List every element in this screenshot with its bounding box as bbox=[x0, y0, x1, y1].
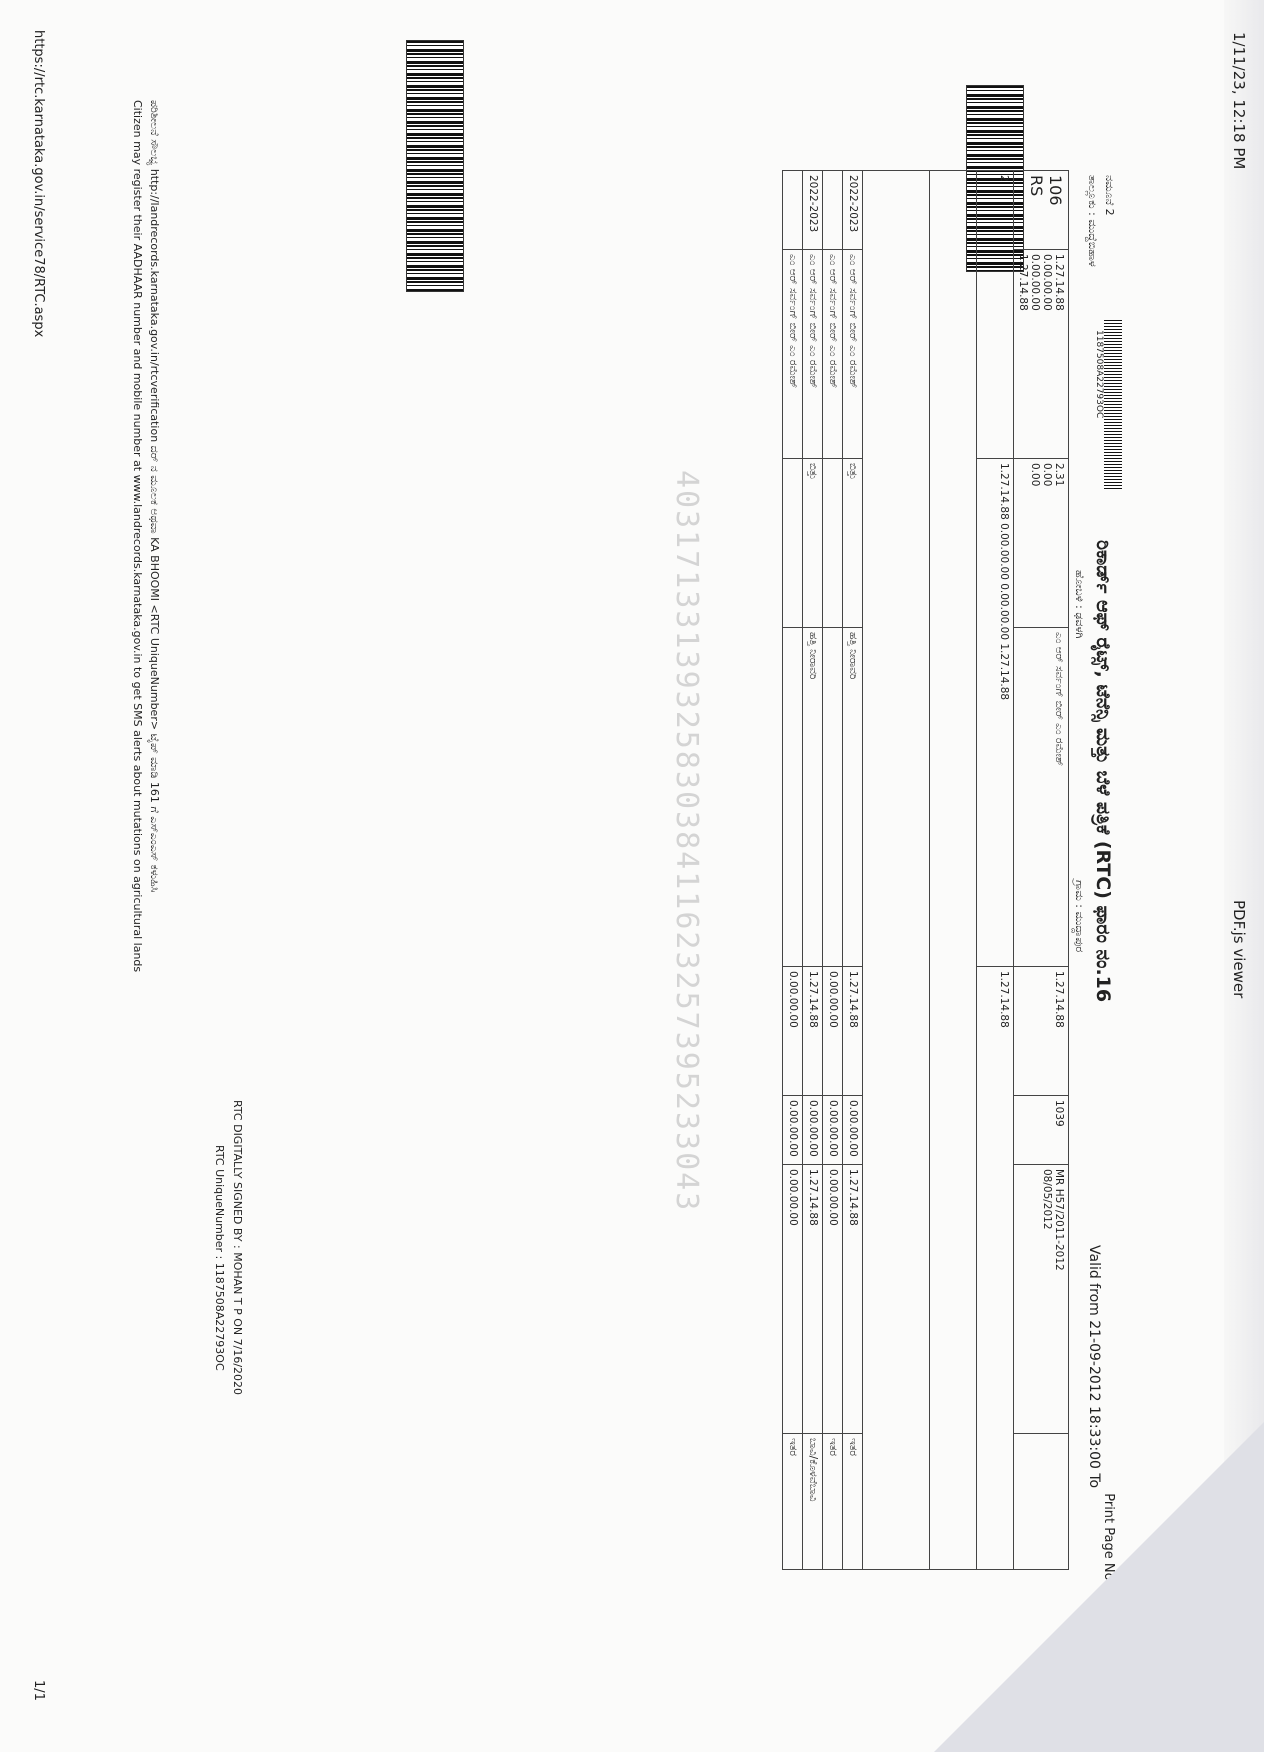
rtc-table bbox=[782, 170, 1069, 1570]
page-count: 1/1 bbox=[31, 1680, 46, 1701]
digital-signature: RTC DIGITALLY SIGNED BY : MOHAN T P ON 7/16/2020 bbox=[231, 1100, 244, 1396]
crop-year bbox=[823, 171, 843, 250]
crop-type: ಹತ್ತಿ ನೀರಾವರಿ bbox=[843, 628, 863, 967]
owner-name: ಎಂ ಆರ್ ಸರ್ವಂಗ್ ಬೀರ್ ಎಂ ರಮೇಶ್ bbox=[1053, 632, 1065, 767]
crop-row bbox=[843, 171, 863, 1570]
mutation-date: 08/05/2012 bbox=[1041, 1169, 1053, 1230]
crop-row bbox=[823, 171, 843, 1570]
assessment-b: 0.00 bbox=[1041, 463, 1053, 487]
khata-cell bbox=[1014, 1096, 1069, 1165]
crop-v13: ಇತರ bbox=[823, 1434, 843, 1570]
crop-name bbox=[783, 459, 803, 628]
crop-name bbox=[823, 459, 843, 628]
hobli: ಹೋಬಳಿ : ಢವಳಗಿ bbox=[1073, 570, 1086, 639]
crop-type: ಹತ್ತಿ ನೀರಾವರಿ bbox=[803, 628, 823, 967]
crop-v10: 0.00.00.00 bbox=[783, 967, 803, 1096]
crop-type bbox=[823, 628, 843, 967]
owner-extent-cell bbox=[1014, 967, 1069, 1096]
watermark-number: 4031713313932583038411623257395233043 bbox=[669, 470, 704, 1213]
form-number: ನಮೂನೆ 2 bbox=[1103, 175, 1116, 216]
crop-v11: 0.00.00.00 bbox=[783, 1096, 803, 1165]
rtc-title: ರಿಕಾರ್ಡ್ ಆಫ್ ರೈಟ್ಸ್, ಟೆನೆನ್ಸಿ ಮತ್ತು ಬೆಳೆ ಪತ್ರಿಕೆ (RTC) ಫಾರಂ ನಂ.16 bbox=[1092, 540, 1114, 1003]
crop-v13: ಇತರ bbox=[783, 1434, 803, 1570]
crop-v11: 0.00.00.00 bbox=[803, 1096, 823, 1165]
col8-value: 1.27.14.88 bbox=[998, 971, 1010, 1028]
unique-number: RTC UniqueNumber : 1187508A22793OC bbox=[213, 1145, 226, 1371]
hissa-cell bbox=[977, 171, 1014, 459]
owner-extent: 1.27.14.88 bbox=[1053, 971, 1065, 1028]
crop-v12: 1.27.14.88 bbox=[803, 1165, 823, 1434]
blank-row bbox=[930, 171, 977, 1570]
taluk: ತಾಲ್ಲೂಕು : ಮುದ್ದೆಬಿಹಾಳ bbox=[1086, 175, 1099, 267]
crop-row bbox=[803, 171, 823, 1570]
crop-v11: 0.00.00.00 bbox=[843, 1096, 863, 1165]
crop-year bbox=[783, 171, 803, 250]
extent-cell bbox=[1014, 250, 1069, 459]
small-barcode-number: 1187508A22793OC bbox=[1094, 330, 1104, 419]
crop-owner: ಎಂ ಆರ್ ಸರ್ವಂಗ್ ಬೀರ್ ಎಂ ರಮೇಶ್ bbox=[803, 250, 823, 459]
crop-owner: ಎಂ ಆರ್ ಸರ್ವಂಗ್ ಬೀರ್ ಎಂ ರಮೇಶ್ bbox=[823, 250, 843, 459]
crop-v13: ಬಾವಿ/ಕೊಳವೆಬಾವಿ bbox=[803, 1434, 823, 1570]
survey-number: 106 bbox=[1046, 175, 1065, 206]
valid-from: Valid from 21-09-2012 18:33:00 To bbox=[1086, 1245, 1102, 1489]
blank-row-2 bbox=[863, 171, 930, 1570]
crop-v10: 1.27.14.88 bbox=[803, 967, 823, 1096]
crop-year: 2022-2023 bbox=[803, 171, 823, 250]
water-cell bbox=[977, 459, 1014, 967]
extent-total: 1.27.14.88 bbox=[1053, 254, 1065, 311]
crop-owner: ಎಂ ಆರ್ ಸರ್ವಂಗ್ ಬೀರ್ ಎಂ ರಮೇಶ್ bbox=[843, 250, 863, 459]
hissa: 2 bbox=[998, 175, 1010, 182]
extent-b: 0.00.00.00 bbox=[1029, 254, 1041, 311]
owner-cell bbox=[1014, 628, 1069, 967]
crop-row bbox=[783, 171, 803, 1570]
page-curl bbox=[934, 1422, 1264, 1752]
viewer-title: PDF.js viewer bbox=[1230, 900, 1248, 999]
water-values: 1.27.14.88 0.00.00.00 0.00.00.00 1.27.14.88 bbox=[998, 463, 1010, 701]
crop-v12: 1.27.14.88 bbox=[843, 1165, 863, 1434]
print-page-no: Print Page No: 1/1 bbox=[1101, 1493, 1116, 1610]
survey-cell bbox=[1014, 171, 1069, 250]
mutation-cell bbox=[1014, 1165, 1069, 1434]
barcode-right bbox=[406, 40, 464, 292]
crop-v12: 0.00.00.00 bbox=[823, 1165, 843, 1434]
small-barcode bbox=[1104, 320, 1122, 490]
mutation-number: MR H57/2011-2012 bbox=[1053, 1169, 1065, 1271]
crop-name: ಬಿತ್ತು bbox=[843, 459, 863, 628]
assessment: 2.31 bbox=[1053, 463, 1065, 487]
assessment-cell bbox=[1014, 459, 1069, 628]
extent-net: 1.27.14.88 bbox=[1017, 254, 1029, 311]
crop-year: 2022-2023 bbox=[843, 171, 863, 250]
footer-kannada: ಪರಿಶೀಲನೆ ಸೌಲಭ್ಯ http://landrecords.karnataka.gov.in/rtcverification ದರ್ ನ ಮೂಲಕ ಅಥವಾ KA BHOOMI <RTC UniqueNumber> ಟೈಪ್ ಮಾಡಿ 161 ಗೆ ಎಸ್ಎಂಎಸ್ ಕಳುಹಿಸಿ bbox=[148, 100, 161, 893]
page-url[interactable]: https://rtc.karnataka.gov.in/service78/RTC.aspx bbox=[31, 30, 46, 338]
crop-v11: 0.00.00.00 bbox=[823, 1096, 843, 1165]
extent-a: 0.00.00.00 bbox=[1041, 254, 1053, 311]
crop-v13: ಇತರ bbox=[843, 1434, 863, 1570]
crop-v12: 0.00.00.00 bbox=[783, 1165, 803, 1434]
crop-name: ಬಿತ್ತು bbox=[803, 459, 823, 628]
assessment-c: 0.00 bbox=[1029, 463, 1041, 487]
crop-owner: ಎಂ ಆರ್ ಸರ್ವಂಗ್ ಬೀರ್ ಎಂ ರಮೇಶ್ bbox=[783, 250, 803, 459]
crop-v10: 1.27.14.88 bbox=[843, 967, 863, 1096]
village: ಗ್ರಾಮ : ಮುದ್ದಾಪುರ bbox=[1073, 880, 1086, 953]
footer-english: Citizen may register their AADHAAR number and mobile number at www.landrecords.karnataka.gov.in to get SMS alerts about mutations on agricultural lands bbox=[131, 100, 144, 973]
crop-type bbox=[783, 628, 803, 967]
print-datetime: 1/11/23, 12:18 PM bbox=[1230, 32, 1248, 170]
crop-v10: 0.00.00.00 bbox=[823, 967, 843, 1096]
khata-number: 1039 bbox=[1053, 1100, 1065, 1127]
survey-suffix: RS bbox=[1027, 175, 1046, 197]
